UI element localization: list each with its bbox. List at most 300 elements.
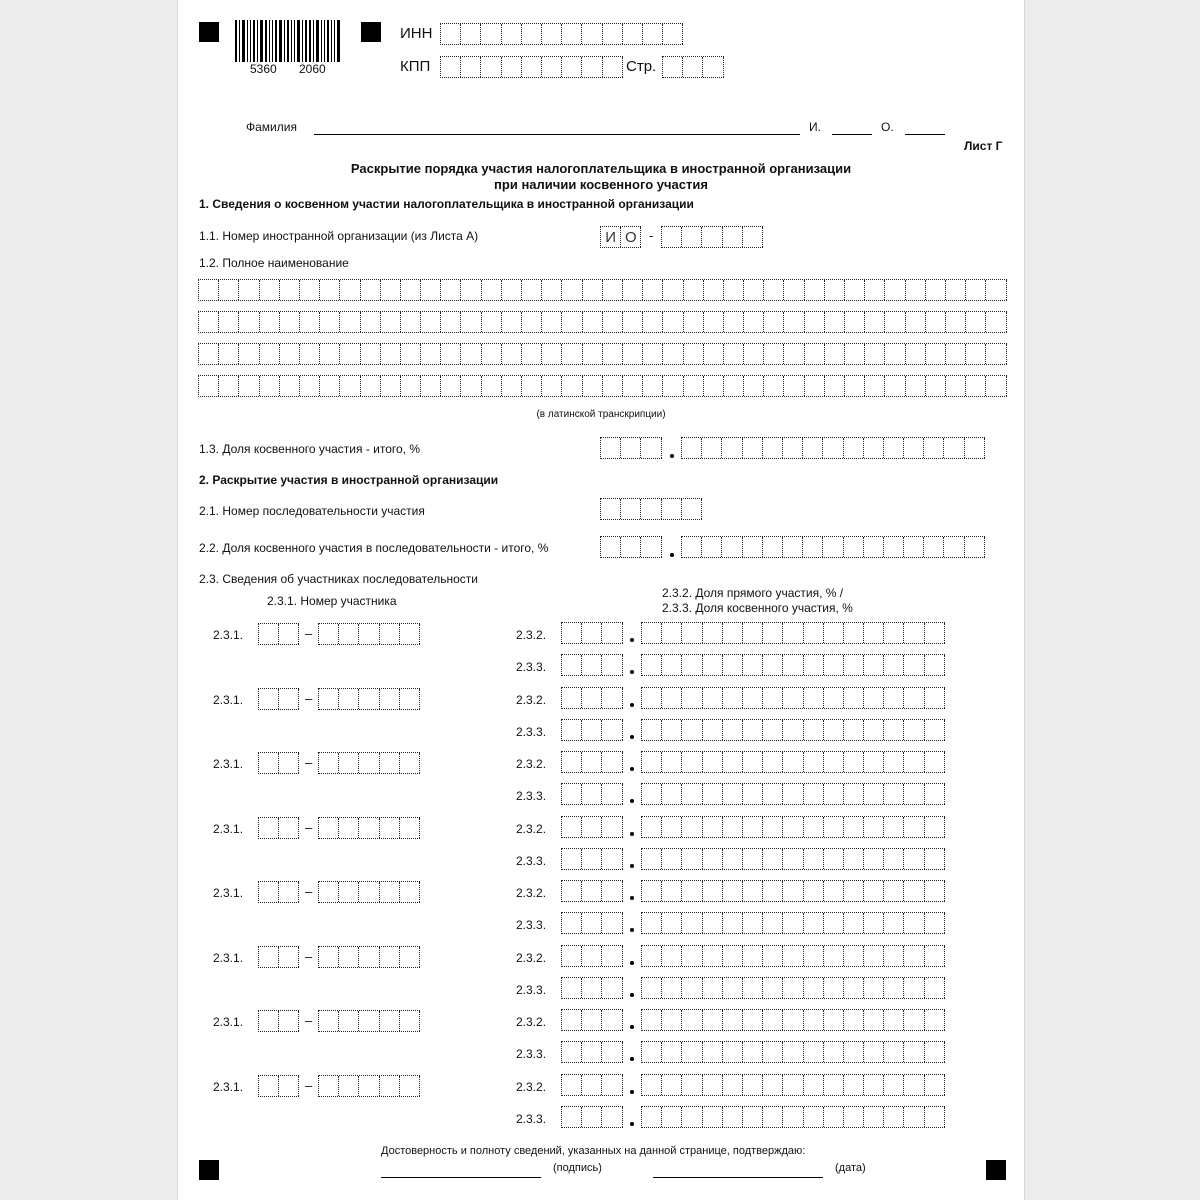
direct-share-frac-cells[interactable] bbox=[641, 880, 945, 902]
input-cell[interactable] bbox=[925, 784, 945, 804]
input-cell[interactable] bbox=[804, 849, 824, 869]
input-cell[interactable] bbox=[682, 946, 702, 966]
input-cell[interactable] bbox=[723, 688, 743, 708]
input-cell[interactable] bbox=[704, 344, 724, 364]
input-cell[interactable] bbox=[864, 784, 884, 804]
input-cell[interactable] bbox=[603, 376, 623, 396]
input-cell[interactable] bbox=[682, 688, 702, 708]
input-cell[interactable] bbox=[783, 752, 803, 772]
member-number-part2-cells[interactable] bbox=[318, 623, 420, 645]
direct-share-frac-cells[interactable] bbox=[641, 1074, 945, 1096]
input-cell[interactable] bbox=[763, 881, 783, 901]
input-cell[interactable] bbox=[864, 978, 884, 998]
input-cell[interactable] bbox=[339, 753, 359, 773]
input-cell[interactable] bbox=[662, 1075, 682, 1095]
input-cell[interactable] bbox=[684, 376, 704, 396]
direct-share-int-cells[interactable] bbox=[561, 1074, 623, 1096]
input-cell[interactable] bbox=[583, 344, 603, 364]
input-cell[interactable] bbox=[864, 438, 884, 458]
input-cell[interactable] bbox=[400, 1011, 420, 1031]
input-cell[interactable] bbox=[703, 946, 723, 966]
input-cell[interactable] bbox=[844, 881, 864, 901]
input-cell[interactable] bbox=[763, 623, 783, 643]
input-cell[interactable] bbox=[662, 881, 682, 901]
input-cell[interactable] bbox=[319, 882, 339, 902]
input-cell[interactable] bbox=[804, 1042, 824, 1062]
input-cell[interactable] bbox=[320, 344, 340, 364]
input-cell[interactable] bbox=[582, 57, 602, 77]
input-cell[interactable] bbox=[702, 537, 722, 557]
input-cell[interactable] bbox=[320, 312, 340, 332]
input-cell[interactable] bbox=[764, 280, 784, 300]
input-cell[interactable] bbox=[663, 280, 683, 300]
input-cell[interactable] bbox=[662, 655, 682, 675]
indirect-share-int-cells[interactable] bbox=[561, 977, 623, 999]
input-cell[interactable] bbox=[582, 913, 602, 933]
input-cell[interactable] bbox=[642, 752, 662, 772]
member-number-part2-cells[interactable] bbox=[318, 1075, 420, 1097]
input-cell[interactable] bbox=[682, 623, 702, 643]
total-share-frac-cells[interactable] bbox=[681, 437, 985, 459]
input-cell[interactable] bbox=[562, 623, 582, 643]
input-cell[interactable] bbox=[562, 1075, 582, 1095]
input-cell[interactable] bbox=[522, 344, 542, 364]
input-cell[interactable] bbox=[682, 655, 702, 675]
input-cell[interactable] bbox=[621, 537, 641, 557]
input-cell[interactable] bbox=[783, 913, 803, 933]
input-cell[interactable] bbox=[682, 1010, 702, 1030]
member-number-part2-cells[interactable] bbox=[318, 752, 420, 774]
input-cell[interactable] bbox=[662, 817, 682, 837]
direct-share-int-cells[interactable] bbox=[561, 1009, 623, 1031]
input-cell[interactable] bbox=[925, 849, 945, 869]
input-cell[interactable] bbox=[926, 312, 946, 332]
kpp-cells[interactable] bbox=[440, 56, 623, 78]
input-cell[interactable] bbox=[885, 344, 905, 364]
input-cell[interactable] bbox=[703, 1075, 723, 1095]
input-cell[interactable] bbox=[582, 881, 602, 901]
input-cell[interactable] bbox=[602, 688, 622, 708]
input-cell[interactable] bbox=[260, 312, 280, 332]
input-cell[interactable] bbox=[703, 720, 723, 740]
input-cell[interactable] bbox=[763, 817, 783, 837]
input-cell[interactable] bbox=[642, 688, 662, 708]
input-cell[interactable] bbox=[925, 752, 945, 772]
input-cell[interactable] bbox=[804, 623, 824, 643]
input-cell[interactable] bbox=[482, 280, 502, 300]
input-cell[interactable] bbox=[359, 1076, 379, 1096]
input-cell[interactable] bbox=[804, 946, 824, 966]
input-cell[interactable] bbox=[662, 913, 682, 933]
input-cell[interactable] bbox=[339, 882, 359, 902]
input-cell[interactable] bbox=[804, 688, 824, 708]
input-cell[interactable] bbox=[300, 376, 320, 396]
input-cell[interactable] bbox=[401, 312, 421, 332]
input-cell[interactable] bbox=[986, 280, 1006, 300]
input-cell[interactable] bbox=[339, 818, 359, 838]
input-cell[interactable] bbox=[904, 946, 924, 966]
input-cell[interactable] bbox=[723, 1075, 743, 1095]
input-cell[interactable] bbox=[864, 817, 884, 837]
member-number-part1-cells[interactable] bbox=[258, 881, 299, 903]
indirect-share-int-cells[interactable] bbox=[561, 912, 623, 934]
input-cell[interactable] bbox=[723, 1107, 743, 1127]
input-cell[interactable] bbox=[219, 376, 239, 396]
input-cell[interactable] bbox=[682, 720, 702, 740]
input-cell[interactable] bbox=[743, 623, 763, 643]
input-cell[interactable] bbox=[885, 376, 905, 396]
input-cell[interactable] bbox=[602, 1075, 622, 1095]
input-cell[interactable] bbox=[319, 689, 339, 709]
input-cell[interactable] bbox=[582, 1042, 602, 1062]
input-cell[interactable] bbox=[482, 376, 502, 396]
input-cell[interactable] bbox=[643, 376, 663, 396]
input-cell[interactable] bbox=[642, 1010, 662, 1030]
input-cell[interactable] bbox=[783, 978, 803, 998]
input-cell[interactable] bbox=[562, 312, 582, 332]
input-cell[interactable] bbox=[723, 913, 743, 933]
input-cell[interactable] bbox=[884, 784, 904, 804]
input-cell[interactable] bbox=[723, 784, 743, 804]
input-cell[interactable] bbox=[199, 312, 219, 332]
indirect-share-int-cells[interactable] bbox=[561, 1041, 623, 1063]
input-cell[interactable] bbox=[642, 1107, 662, 1127]
input-cell[interactable] bbox=[623, 344, 643, 364]
input-cell[interactable] bbox=[461, 24, 481, 44]
input-cell[interactable] bbox=[885, 280, 905, 300]
input-cell[interactable] bbox=[824, 946, 844, 966]
input-cell[interactable] bbox=[864, 1107, 884, 1127]
input-cell[interactable] bbox=[502, 57, 522, 77]
input-cell[interactable] bbox=[925, 688, 945, 708]
input-cell[interactable] bbox=[925, 817, 945, 837]
input-cell[interactable] bbox=[743, 752, 763, 772]
input-cell[interactable] bbox=[824, 784, 844, 804]
input-cell[interactable] bbox=[682, 438, 702, 458]
input-cell[interactable] bbox=[924, 537, 944, 557]
input-cell[interactable] bbox=[824, 881, 844, 901]
input-cell[interactable] bbox=[986, 344, 1006, 364]
input-cell[interactable] bbox=[441, 344, 461, 364]
input-cell[interactable] bbox=[542, 24, 562, 44]
input-cell[interactable] bbox=[703, 1010, 723, 1030]
input-cell[interactable] bbox=[823, 537, 843, 557]
input-cell[interactable] bbox=[400, 624, 420, 644]
input-cell[interactable] bbox=[864, 537, 884, 557]
input-cell[interactable] bbox=[703, 655, 723, 675]
input-cell[interactable] bbox=[339, 1011, 359, 1031]
direct-share-frac-cells[interactable] bbox=[641, 1009, 945, 1031]
input-cell[interactable] bbox=[662, 720, 682, 740]
input-cell[interactable] bbox=[744, 344, 764, 364]
input-cell[interactable] bbox=[642, 849, 662, 869]
input-cell[interactable] bbox=[884, 537, 904, 557]
input-cell[interactable] bbox=[925, 1010, 945, 1030]
input-cell[interactable] bbox=[904, 720, 924, 740]
input-cell[interactable] bbox=[562, 344, 582, 364]
input-cell[interactable] bbox=[319, 753, 339, 773]
input-cell[interactable] bbox=[602, 817, 622, 837]
input-cell[interactable] bbox=[682, 817, 702, 837]
member-number-part2-cells[interactable] bbox=[318, 688, 420, 710]
input-cell[interactable] bbox=[259, 689, 279, 709]
input-cell[interactable] bbox=[743, 688, 763, 708]
input-cell[interactable] bbox=[642, 817, 662, 837]
input-cell[interactable] bbox=[280, 344, 300, 364]
input-cell[interactable] bbox=[743, 881, 763, 901]
input-cell[interactable] bbox=[804, 784, 824, 804]
input-cell[interactable] bbox=[582, 1010, 602, 1030]
input-cell[interactable] bbox=[824, 978, 844, 998]
input-cell[interactable] bbox=[562, 913, 582, 933]
input-cell[interactable] bbox=[724, 376, 744, 396]
total-share-int-cells[interactable] bbox=[600, 437, 662, 459]
input-cell[interactable] bbox=[884, 913, 904, 933]
input-cell[interactable] bbox=[280, 280, 300, 300]
input-cell[interactable] bbox=[783, 438, 803, 458]
input-cell[interactable] bbox=[421, 312, 441, 332]
input-cell[interactable] bbox=[642, 978, 662, 998]
input-cell[interactable] bbox=[744, 280, 764, 300]
input-cell[interactable] bbox=[704, 312, 724, 332]
input-cell[interactable] bbox=[522, 312, 542, 332]
input-cell[interactable] bbox=[380, 947, 400, 967]
input-cell[interactable] bbox=[623, 312, 643, 332]
input-cell[interactable] bbox=[602, 784, 622, 804]
input-cell[interactable] bbox=[621, 499, 641, 519]
input-cell[interactable] bbox=[259, 947, 279, 967]
input-cell[interactable] bbox=[884, 946, 904, 966]
input-cell[interactable] bbox=[824, 720, 844, 740]
input-cell[interactable] bbox=[723, 655, 743, 675]
direct-share-frac-cells[interactable] bbox=[641, 751, 945, 773]
input-cell[interactable] bbox=[319, 947, 339, 967]
input-cell[interactable] bbox=[401, 280, 421, 300]
input-cell[interactable] bbox=[844, 623, 864, 643]
input-cell[interactable] bbox=[906, 376, 926, 396]
input-cell[interactable] bbox=[603, 312, 623, 332]
date-field[interactable] bbox=[653, 1177, 823, 1178]
input-cell[interactable] bbox=[966, 344, 986, 364]
input-cell[interactable] bbox=[662, 752, 682, 772]
input-cell[interactable] bbox=[884, 849, 904, 869]
input-cell[interactable] bbox=[764, 376, 784, 396]
input-cell[interactable] bbox=[461, 312, 481, 332]
input-cell[interactable] bbox=[724, 312, 744, 332]
input-cell[interactable] bbox=[925, 946, 945, 966]
input-cell[interactable] bbox=[743, 913, 763, 933]
input-cell[interactable] bbox=[663, 344, 683, 364]
input-cell[interactable] bbox=[602, 655, 622, 675]
input-cell[interactable] bbox=[946, 280, 966, 300]
input-cell[interactable] bbox=[884, 1107, 904, 1127]
input-cell[interactable] bbox=[904, 849, 924, 869]
input-cell[interactable] bbox=[803, 537, 823, 557]
input-cell[interactable] bbox=[582, 978, 602, 998]
member-number-part1-cells[interactable] bbox=[258, 817, 299, 839]
input-cell[interactable] bbox=[642, 1042, 662, 1062]
input-cell[interactable] bbox=[582, 623, 602, 643]
input-cell[interactable] bbox=[844, 849, 864, 869]
input-cell[interactable] bbox=[199, 376, 219, 396]
input-cell[interactable] bbox=[522, 376, 542, 396]
input-cell[interactable] bbox=[743, 537, 763, 557]
member-number-part2-cells[interactable] bbox=[318, 881, 420, 903]
input-cell[interactable] bbox=[359, 624, 379, 644]
input-cell[interactable] bbox=[279, 1076, 299, 1096]
input-cell[interactable] bbox=[845, 376, 865, 396]
input-cell[interactable] bbox=[662, 623, 682, 643]
input-cell[interactable] bbox=[662, 978, 682, 998]
input-cell[interactable] bbox=[319, 818, 339, 838]
input-cell[interactable] bbox=[260, 344, 280, 364]
input-cell[interactable] bbox=[723, 623, 743, 643]
member-number-part1-cells[interactable] bbox=[258, 752, 299, 774]
direct-share-int-cells[interactable] bbox=[561, 945, 623, 967]
input-cell[interactable] bbox=[723, 946, 743, 966]
input-cell[interactable] bbox=[642, 1075, 662, 1095]
input-cell[interactable] bbox=[845, 280, 865, 300]
indirect-share-int-cells[interactable] bbox=[561, 654, 623, 676]
member-number-part1-cells[interactable] bbox=[258, 623, 299, 645]
input-cell[interactable] bbox=[684, 280, 704, 300]
input-cell[interactable] bbox=[884, 688, 904, 708]
input-cell[interactable] bbox=[300, 312, 320, 332]
input-cell[interactable] bbox=[824, 1010, 844, 1030]
input-cell[interactable] bbox=[965, 438, 985, 458]
input-cell[interactable] bbox=[361, 344, 381, 364]
input-cell[interactable] bbox=[380, 624, 400, 644]
input-cell[interactable] bbox=[602, 752, 622, 772]
input-cell[interactable] bbox=[904, 817, 924, 837]
input-cell[interactable] bbox=[906, 344, 926, 364]
input-cell[interactable] bbox=[824, 688, 844, 708]
input-cell[interactable] bbox=[259, 753, 279, 773]
input-cell[interactable] bbox=[400, 818, 420, 838]
sequence-number-cells[interactable] bbox=[600, 498, 702, 520]
member-number-part1-cells[interactable] bbox=[258, 1075, 299, 1097]
input-cell[interactable] bbox=[763, 913, 783, 933]
input-cell[interactable] bbox=[965, 537, 985, 557]
initial-i-field[interactable] bbox=[832, 134, 872, 135]
input-cell[interactable] bbox=[824, 817, 844, 837]
input-cell[interactable] bbox=[803, 438, 823, 458]
input-cell[interactable] bbox=[723, 881, 743, 901]
input-cell[interactable] bbox=[280, 312, 300, 332]
input-cell[interactable] bbox=[662, 227, 682, 247]
input-cell[interactable] bbox=[359, 689, 379, 709]
input-cell[interactable] bbox=[805, 280, 825, 300]
input-cell[interactable] bbox=[763, 537, 783, 557]
input-cell[interactable] bbox=[641, 499, 661, 519]
input-cell[interactable] bbox=[804, 881, 824, 901]
input-cell[interactable] bbox=[684, 344, 704, 364]
input-cell[interactable] bbox=[904, 1042, 924, 1062]
input-cell[interactable] bbox=[562, 376, 582, 396]
input-cell[interactable] bbox=[784, 376, 804, 396]
input-cell[interactable] bbox=[641, 438, 661, 458]
input-cell[interactable] bbox=[925, 655, 945, 675]
direct-share-frac-cells[interactable] bbox=[641, 687, 945, 709]
surname-field[interactable] bbox=[314, 134, 800, 135]
input-cell[interactable] bbox=[381, 280, 401, 300]
input-cell[interactable] bbox=[763, 784, 783, 804]
input-cell[interactable] bbox=[662, 499, 682, 519]
input-cell[interactable] bbox=[904, 623, 924, 643]
input-cell[interactable] bbox=[702, 227, 722, 247]
initial-o-field[interactable] bbox=[905, 134, 945, 135]
input-cell[interactable] bbox=[562, 849, 582, 869]
input-cell[interactable] bbox=[340, 312, 360, 332]
input-cell[interactable] bbox=[904, 913, 924, 933]
input-cell[interactable] bbox=[239, 280, 259, 300]
input-cell[interactable] bbox=[723, 817, 743, 837]
input-cell[interactable] bbox=[380, 882, 400, 902]
input-cell[interactable] bbox=[682, 1107, 702, 1127]
input-cell[interactable] bbox=[743, 1107, 763, 1127]
input-cell[interactable] bbox=[723, 752, 743, 772]
input-cell[interactable] bbox=[884, 1075, 904, 1095]
input-cell[interactable] bbox=[380, 689, 400, 709]
input-cell[interactable] bbox=[743, 784, 763, 804]
input-cell[interactable] bbox=[381, 312, 401, 332]
input-cell[interactable] bbox=[641, 537, 661, 557]
input-cell[interactable] bbox=[865, 312, 885, 332]
input-cell[interactable] bbox=[925, 1107, 945, 1127]
input-cell[interactable] bbox=[259, 624, 279, 644]
input-cell[interactable] bbox=[320, 280, 340, 300]
input-cell[interactable] bbox=[906, 312, 926, 332]
input-cell[interactable] bbox=[280, 376, 300, 396]
input-cell[interactable] bbox=[663, 312, 683, 332]
input-cell[interactable] bbox=[824, 1107, 844, 1127]
input-cell[interactable] bbox=[260, 280, 280, 300]
input-cell[interactable] bbox=[783, 1107, 803, 1127]
org-number-cells[interactable] bbox=[661, 226, 763, 248]
full-name-row-1[interactable] bbox=[198, 279, 1007, 301]
input-cell[interactable] bbox=[260, 376, 280, 396]
input-cell[interactable] bbox=[824, 849, 844, 869]
input-cell[interactable] bbox=[823, 438, 843, 458]
input-cell[interactable] bbox=[804, 720, 824, 740]
input-cell[interactable] bbox=[763, 1010, 783, 1030]
input-cell[interactable] bbox=[583, 280, 603, 300]
indirect-share-frac-cells[interactable] bbox=[641, 912, 945, 934]
input-cell[interactable] bbox=[744, 376, 764, 396]
input-cell[interactable] bbox=[825, 344, 845, 364]
input-cell[interactable] bbox=[562, 1010, 582, 1030]
input-cell[interactable] bbox=[925, 913, 945, 933]
input-cell[interactable] bbox=[925, 1042, 945, 1062]
full-name-row-3[interactable] bbox=[198, 343, 1007, 365]
input-cell[interactable] bbox=[199, 280, 219, 300]
input-cell[interactable] bbox=[219, 312, 239, 332]
input-cell[interactable] bbox=[804, 752, 824, 772]
input-cell[interactable] bbox=[783, 1042, 803, 1062]
input-cell[interactable] bbox=[703, 817, 723, 837]
input-cell[interactable] bbox=[300, 280, 320, 300]
input-cell[interactable] bbox=[603, 344, 623, 364]
input-cell[interactable] bbox=[502, 344, 522, 364]
input-cell[interactable] bbox=[783, 1010, 803, 1030]
input-cell[interactable] bbox=[602, 1107, 622, 1127]
input-cell[interactable] bbox=[359, 947, 379, 967]
indirect-share-int-cells[interactable] bbox=[561, 1106, 623, 1128]
input-cell[interactable] bbox=[904, 688, 924, 708]
input-cell[interactable] bbox=[682, 1042, 702, 1062]
input-cell[interactable] bbox=[562, 57, 582, 77]
input-cell[interactable] bbox=[582, 946, 602, 966]
